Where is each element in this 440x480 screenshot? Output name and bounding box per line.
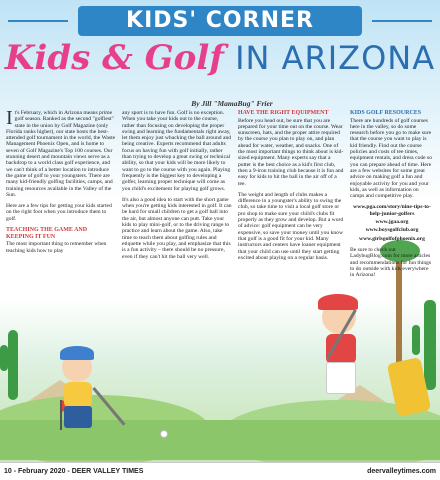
paragraph: Before you head out, be sure that you are prepared for your time out on the course. Wear sunscreen, hats, and the proper attire required by the course you plan to play on, and plan ahead for water, weather, and snacks. One of the most important things to think about is kid-sized equipment. Many experts say that a putter is the best choice as a kid's first club, then a 9-iron training club because it is fun and easy for kids to hit the ball in the air off of a tee.: [238, 117, 344, 187]
cactus-illustration: [424, 300, 436, 390]
article-headline: [0, 38, 440, 78]
subheading: HAVE THE RIGHT EQUIPMENT: [238, 110, 329, 116]
footer-website[interactable]: deervalleytimes.com: [367, 468, 436, 475]
resource-link[interactable]: www.girlsgolfofphoenix.org: [359, 235, 425, 242]
footer-page-info: 10 - February 2020 - DEER VALLEY TIMES: [4, 468, 144, 475]
resource-link[interactable]: www.jgaa.org: [375, 219, 409, 226]
paragraph: any sport is to have fun. Golf is no exception. When you take your kids out to the course, rather than focusing on developing the proper swing and learning the fundamentals right away, let them enjoy just whacking the ball around and being creative. Experts recommend that adults focus on having fun with golf initially, rather than trying to develop a great swing or technical ability, so that your kids will be more likely to want to go to the course with you again. Playing frequently is the biggest key to developing a golfer, learning proper technique will come as you child's excitement for playing golf grows.: [122, 110, 232, 192]
page-footer: [0, 462, 440, 480]
paragraph: It's also a good idea to start with the short game when you're getting kids interested in golf. It can be hard for small children to get a golf ball into the air, but almost anyone can putt. Take your kids to play mini-golf, or to the driving range to practice and learn about the game. Also, take time to teach them about golfing rules and etiquette while you play, and emphasize that this is a fun activity – there should be no pressure, even if they can't hit the ball very well.: [122, 196, 232, 260]
article-column-3: [238, 110, 344, 266]
byline: By Jill "MamaBug" Frier: [191, 99, 273, 108]
paragraph: t's February, which in Arizona means prime golf season. Ranked as the second "golfiest" state in the union by Golf Magazine (only Florida ranks higher), our state hosts the best-attended golf tournament in the world, the Waste Management Phoenix Open, and is home to seven of Golf Magazine's Top 100 courses. Our stunning desert and mountain views serve as a backdrop to a world class golf experience, and we can't think of a better location to introduce the game of golf to your youngsters. There are many kid-friendly golfing facilities, camps, and training resources available in the Valley of the Sun.: [6, 110, 116, 198]
article-column-4: [350, 110, 434, 283]
paragraph: There are hundreds of golf courses here in the valley, so do some research before you go to make sure that the course you want to play is kid friendly. Find out the course policies and costs of tee times, equipment rentals, and dress code so you can prepare ahead of time. Here are a few websites for some great advice on making golf a fun and enjoyable activity for you and your kids, as well as information on camps and competitive play.: [350, 117, 433, 200]
cactus-arm: [412, 325, 420, 355]
headline-plain: IN ARIZONA: [223, 39, 436, 77]
paragraph: The most important thing to remember when teaching kids how to play: [6, 241, 107, 254]
kids-corner-banner: KIDS' CORNER: [78, 6, 362, 36]
golf-ball-icon: [160, 430, 168, 438]
subheading: KIDS GOLF RESOURCES: [350, 110, 422, 116]
cactus-illustration: [8, 330, 18, 400]
paragraph: Be sure to check out LadybugBlog.com for more articles and recommendations for fun things to do outside with kids everywhere in Arizona!: [350, 246, 432, 279]
headline-script: Kids & Golf: [4, 38, 224, 78]
resource-link[interactable]: www.boysgolfclub.org: [365, 227, 419, 234]
resource-link[interactable]: www.pga.com/story/nine-tips-to-help-junior-golfers: [353, 204, 431, 217]
drop-cap: I: [6, 107, 13, 129]
paragraph: The weight and length of clubs makes a difference in a youngster's ability to swing the club, so take time to visit a local golf store or pro shop to make sure your child's clubs fit properly as they grow and develop. But a word of advice: golf equipment can be very expensive, so save your money until you know that golf is a good fit for your kid. Many instructors and centers have loaner equipment that your child can use until they start getting excited about playing on a regular basis.: [238, 191, 344, 261]
article-column-2: [122, 110, 232, 265]
subheading: TEACHING THE GAME AND KEEPING IT FUN: [6, 227, 88, 240]
cactus-arm: [0, 345, 8, 371]
article-column-1: [6, 107, 116, 259]
paragraph: Here are a few tips for getting your kids started on the right foot when you introduce them to golf.: [6, 203, 112, 222]
